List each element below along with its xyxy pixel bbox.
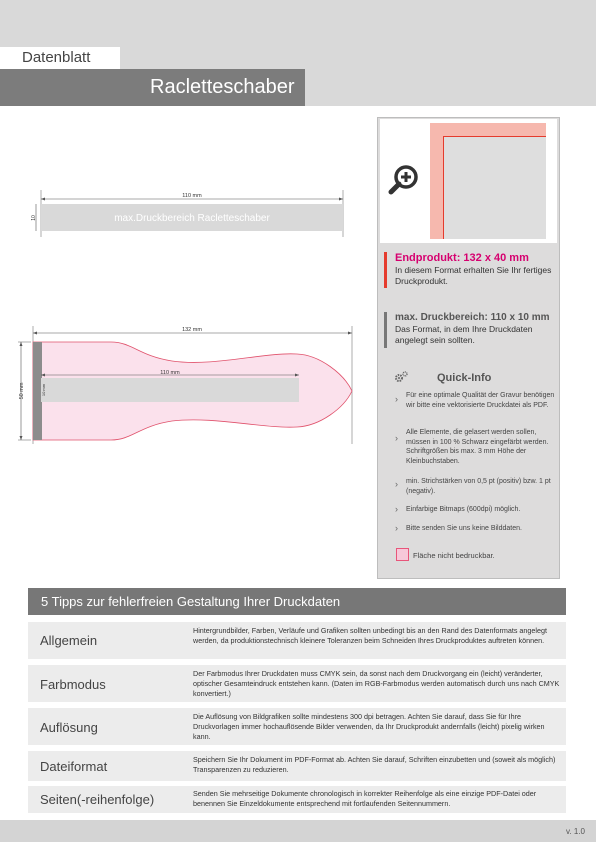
tip-text: Senden Sie mehrseitige Dokumente chronologisch in korrekter Reihenfolge als eine einzige PDF-Datei oder benennen Sie Einzeldokumente entsprechend mit fortlaufenden Seitennummern. [193,789,537,808]
chevron-right-icon: › [395,479,398,489]
product-diagram [14,322,364,447]
quick-info-item: › Bitte senden Sie uns keine Bilddaten. [395,523,522,533]
quick-info-item: › Für eine optimale Qualität der Gravur benötigen wir bitte eine vektorisierte Druckdatei als PDF. [395,392,555,409]
inner-width-label: 110 mm [160,370,180,376]
tip-label: Dateiformat [40,759,108,774]
tip-label: Farbmodus [40,677,106,692]
preview-print-area [443,136,546,239]
tip-text: Hintergrundbilder, Farben, Verläufe und Grafiken sollten unbedingt bis an den Rand des Datenformats angelegt werden, da produktionstechnisch kleinere Toleranzen beim Schneiden Ihres Druckproduktes auftreten können. [193,626,548,645]
tip-row-aufloesung [28,708,566,745]
tip-label: Allgemein [40,633,98,648]
tip-row-farbmodus [28,665,566,702]
zoom-in-icon[interactable] [387,163,421,197]
endprodukt-marker [384,252,387,288]
tips-title: 5 Tipps zur fehlerfreien Gestaltung Ihrer Druckdaten [41,594,341,609]
quick-info-item: › Alle Elemente, die gelasert werden sollen, müssen in 100 % Schwarz eingefärbt werden. Schriftgrößen bis max. 3 mm Höhe der Kleinbuchstaben. [395,429,549,465]
tip-text: Der Farbmodus Ihrer Druckdaten muss CMYK sein, da sonst nach dem Druckvorgang ein (leicht) veränderter, optischer Gesamteindruck entstehen kann. (Daten im RGB-Farbmodus werden automatisch durch uns nach CMYK konvertiert.) [193,669,560,698]
height-dimension-label: 10 [31,215,37,221]
inner-print-area [41,378,299,402]
tip-row-seiten [28,786,566,813]
tip-text: Speichern Sie Ihr Dokument im PDF-Format ab. Achten Sie darauf, Schriften einzubetten und (soweit als möglich) Transparenzen zu reduzieren. [193,755,556,774]
footer-band [0,820,596,842]
druckbereich-description: Das Format, in dem Ihre Druckdaten angelegt sein sollten. [395,324,533,345]
print-area-diagram [28,185,358,240]
tip-row-dateiformat [28,751,566,781]
tip-text: Die Auflösung von Bildgrafiken sollte mindestens 300 dpi betragen. Achten Sie darauf, dass Sie für Ihre Druckvorlagen immer hochauflösende Bilder verwenden, da Ihr Druckprodukt andernfalls (leicht) pixelig wirken kann. [193,712,545,741]
tip-row-allgemein [28,622,566,659]
druckbereich-marker [384,312,387,348]
print-area-label: max.Druckbereich Racletteschaber [114,213,270,224]
druckbereich-title: max. Druckbereich: 110 x 10 mm [395,312,550,323]
page-title: Racletteschaber [150,76,295,98]
tip-label: Auflösung [40,720,98,735]
non-printable-swatch [396,548,409,561]
quick-info-title: Quick-Info [437,372,492,384]
quick-info-item: › min. Strichstärken von 0,5 pt (positiv) bzw. 1 pt (negativ). [395,478,551,495]
gears-icon [394,371,408,383]
chevron-right-icon: › [395,523,398,533]
quick-info-item: › Einfarbige Bitmaps (600dpi) möglich. [395,504,521,514]
total-width-label: 132 mm [182,327,202,333]
datenblatt-label: Datenblatt [22,49,91,66]
version-label: v. 1.0 [566,827,585,836]
width-dimension-label: 110 mm [182,193,202,199]
chevron-right-icon: › [395,394,398,404]
chevron-right-icon: › [395,433,398,443]
tip-label: Seiten(-reihenfolge) [40,792,155,807]
inner-height-label: 10 mm [41,383,46,397]
legend-label: Fläche nicht bedruckbar. [413,551,495,560]
total-height-label: 50 mm [19,382,25,400]
chevron-right-icon: › [395,504,398,514]
endprodukt-description: In diesem Format erhalten Sie Ihr fertiges Druckprodukt. [395,265,552,286]
endprodukt-title: Endprodukt: 132 x 40 mm [395,252,529,264]
